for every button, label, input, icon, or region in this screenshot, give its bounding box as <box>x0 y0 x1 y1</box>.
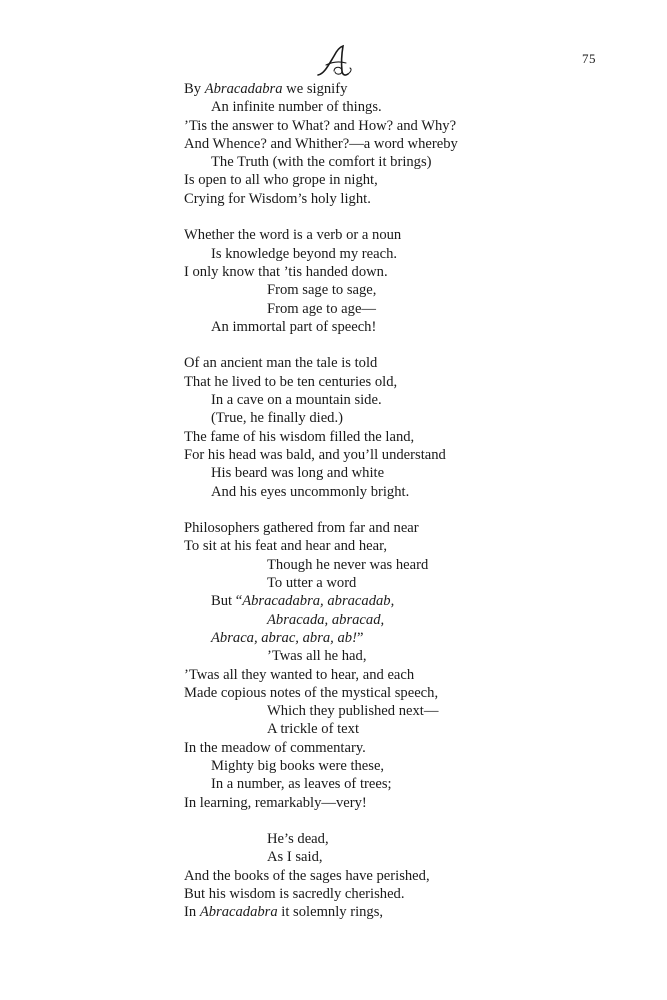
poem-line <box>184 190 458 208</box>
line-text: ’Twas all they wanted to hear, and each <box>184 666 415 683</box>
stanza-break <box>184 812 458 830</box>
poem-line <box>184 647 458 665</box>
page-number: 75 <box>582 51 596 66</box>
poem-line <box>184 226 458 244</box>
line-text: From sage to sage, <box>267 282 377 299</box>
poem-line <box>184 739 458 757</box>
line-text: In a cave on a mountain side. <box>211 392 382 409</box>
poem-line <box>184 757 458 775</box>
poem-line <box>184 464 458 482</box>
italic-text: Abracadabra <box>199 904 278 921</box>
poem-line <box>184 171 458 189</box>
line-text: A trickle of text <box>267 721 359 738</box>
line-text: The fame of his wisdom filled the land, <box>184 428 415 445</box>
italic-text: Abracadabra <box>204 81 283 97</box>
poem-line <box>184 885 458 903</box>
line-text: Of an ancient man the tale is told <box>184 355 378 372</box>
line-text: In a number, as leaves of trees; <box>211 776 392 793</box>
poem-line <box>184 428 458 446</box>
poem-line <box>184 629 458 647</box>
poem-line <box>184 373 458 391</box>
poem-line <box>184 409 458 427</box>
poem-line <box>184 903 458 921</box>
line-text: And Whence? and Whither?—a word whereby <box>184 135 458 152</box>
line-text: Whether the word is a verb or a noun <box>184 227 402 244</box>
italic-text: Abracada, abracad, <box>267 611 385 628</box>
poem-line <box>184 867 458 885</box>
poem-line <box>184 391 458 409</box>
italic-text: Abracadabra, abracadab, <box>242 593 395 610</box>
poem-line <box>184 537 458 555</box>
poem-line <box>184 720 458 738</box>
poem-line <box>184 830 458 848</box>
line-text: Crying for Wisdom’s holy light. <box>184 190 371 207</box>
poem-line <box>184 135 458 153</box>
line-text: And his eyes uncommonly bright. <box>211 483 410 500</box>
poem-line <box>184 446 458 464</box>
line-text: By <box>184 81 205 97</box>
poem-line <box>184 483 458 501</box>
line-text: Though he never was heard <box>267 556 429 573</box>
line-text: For his head was bald, and you’ll understand <box>184 446 446 463</box>
poem-line <box>184 153 458 171</box>
line-text: Made copious notes of the mystical speech, <box>184 684 439 701</box>
line-text: Philosophers gathered from far and near <box>184 520 419 537</box>
italic-text: Abraca, abrac, abra, ab! <box>211 629 357 646</box>
ornamental-letter-a-icon <box>312 44 356 78</box>
line-text: Is knowledge beyond my reach. <box>211 245 398 262</box>
poem-line <box>184 263 458 281</box>
line-text: Is open to all who grope in night, <box>184 172 378 189</box>
poem-line <box>184 775 458 793</box>
poem-line <box>184 702 458 720</box>
line-text: An immortal part of speech! <box>211 318 377 335</box>
stanza-break <box>184 208 458 226</box>
line-text: To sit at his feat and hear and hear, <box>184 538 388 555</box>
line-text: As I said, <box>267 849 323 866</box>
poem-line <box>184 117 458 135</box>
line-text: He’s dead, <box>267 831 329 848</box>
line-text: it solemnly rings, <box>277 904 384 921</box>
line-text: In learning, remarkably—very! <box>184 794 367 811</box>
line-text: we signify <box>282 81 348 97</box>
line-text: The Truth (with the comfort it brings) <box>211 154 432 171</box>
poem-line <box>184 245 458 263</box>
poem-line <box>184 556 458 574</box>
line-text: In the meadow of commentary. <box>184 739 366 756</box>
poem-line <box>184 318 458 336</box>
poem-line <box>184 611 458 629</box>
poem-line <box>184 574 458 592</box>
line-text: To utter a word <box>267 575 357 592</box>
poem-line <box>184 354 458 372</box>
poem-line <box>184 281 458 299</box>
poem-line <box>184 684 458 702</box>
line-text: From age to age— <box>267 300 377 317</box>
line-text: (True, he finally died.) <box>211 410 343 427</box>
line-text: An infinite number of things. <box>211 99 382 116</box>
line-text: I only know that ’tis handed down. <box>184 263 388 280</box>
line-text: In <box>184 904 200 921</box>
poem-line <box>184 80 458 98</box>
line-text: But his wisdom is sacredly cherished. <box>184 886 405 903</box>
line-text: Mighty big books were these, <box>211 757 385 774</box>
line-text: That he lived to be ten centuries old, <box>184 373 398 390</box>
poem-line <box>184 794 458 812</box>
poem-line <box>184 592 458 610</box>
line-text: ’Twas all he had, <box>267 648 367 665</box>
stanza-break <box>184 336 458 354</box>
poem-line <box>184 98 458 116</box>
poem-text <box>184 80 458 922</box>
line-text: But “ <box>211 593 243 610</box>
line-text: And the books of the sages have perished, <box>184 867 430 884</box>
stanza-break <box>184 501 458 519</box>
line-text: ’Tis the answer to What? and How? and Why? <box>184 117 457 134</box>
poem-line <box>184 300 458 318</box>
poem-line <box>184 848 458 866</box>
poem-line <box>184 666 458 684</box>
line-text: His beard was long and white <box>211 465 385 482</box>
line-text: ” <box>356 629 364 646</box>
line-text: Which they published next— <box>267 703 439 720</box>
poem-line <box>184 519 458 537</box>
